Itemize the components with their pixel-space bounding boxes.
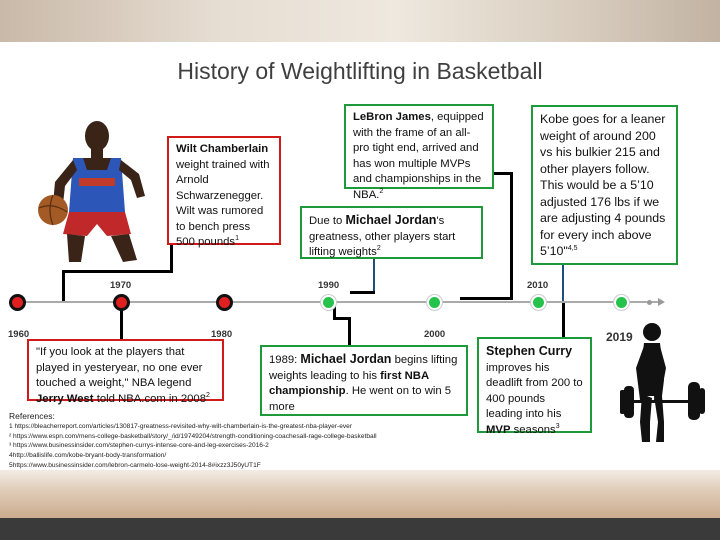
wilt-connector-vertical	[170, 245, 173, 272]
jordan-1989-text1: begins lifting weights leading to his	[269, 354, 458, 382]
west-source: told NBA.com in 2008	[96, 392, 206, 405]
lebron-text: , equipped with the frame of an all-pro tight end, arrived and has won multiple MVPs and championships in the NBA.	[353, 111, 484, 201]
jordan-due-name: Michael Jordan	[345, 213, 437, 227]
kobe-bryant-box	[531, 105, 678, 265]
year-label: 1980	[211, 329, 233, 340]
curry-text2: seasons	[513, 423, 556, 436]
lebron-connector-v	[510, 172, 513, 300]
curry-text1: improves his deadlift from 200 to 400 pounds leading into his	[486, 361, 583, 421]
reference-item: 4http://ballislife.com/kobe-bryant-body-transformation/	[9, 451, 167, 459]
jordan-1989-name: Michael Jordan	[300, 352, 392, 366]
kobe-connector	[562, 265, 564, 301]
page-title: History of Weightlifting in Basketball	[177, 58, 543, 84]
jordan-due-ref: 2	[376, 245, 381, 253]
timeline-marker	[216, 294, 233, 311]
timeline-marker	[113, 294, 130, 311]
curry-connector	[562, 303, 565, 337]
year-label: 2010	[527, 280, 549, 291]
wilt-chamberlain-photo	[33, 112, 160, 267]
year-label: 2000	[424, 329, 446, 340]
jordan-due-text2: 's greatness, other players start lifting weights	[309, 215, 456, 259]
kobe-text: Kobe goes for a leaner weight of around 200 vs his bulkier 215 and other players follow. This would be a 5’10 adjusted 176 lbs if we are adjusting 4 pounds for every inch above 5’10"	[540, 112, 666, 258]
curry-mvp: MVP	[486, 423, 511, 436]
background-bottom-bar	[0, 518, 720, 540]
timeline-marker	[321, 295, 336, 310]
references-heading: References:	[9, 411, 55, 421]
wilt-connector-horizontal	[62, 270, 173, 273]
reference-item: ³ https://www.businessinsider.com/stephen-currys-intense-core-and-leg-exercises-2016-2	[9, 442, 269, 450]
jordan-1989-box	[260, 345, 468, 416]
wilt-connector-down	[62, 270, 65, 302]
year-label: 1990	[318, 280, 340, 291]
timeline-marker	[427, 295, 442, 310]
background-bottom-band	[0, 470, 720, 520]
timeline-marker	[531, 295, 546, 310]
references	[9, 410, 377, 470]
jordan-greatness-box	[300, 206, 483, 259]
jordan-due-text1: Due to	[309, 215, 343, 227]
jordan-1989-prefix: 1989:	[269, 354, 298, 366]
timeline-marker	[614, 295, 629, 310]
stephen-curry-box	[477, 337, 592, 436]
wilt-text: weight trained with Arnold Schwarzenegger. Wilt was rumored to bench press 500 pounds	[176, 158, 270, 249]
weightlifter-icon	[620, 318, 710, 453]
wilt-name: Wilt Chamberlain	[176, 143, 269, 155]
jerry-west-box	[27, 339, 224, 405]
jordan-1989-connector-c	[348, 317, 351, 345]
reference-item: 1 https://bleacherreport.com/articles/130817-greatness-revisited-why-wilt-chamberlain-is-the-greatest-nba-player-ever	[9, 423, 353, 431]
jordan-1989-championship: first NBA championship	[269, 369, 429, 398]
year-label: 2019	[606, 330, 633, 344]
reference-item: 5https://www.businessinsider.com/lebron-carmelo-lose-weight-2014-8#ixzz3J50yUT1F	[9, 461, 261, 469]
timeline-marker	[647, 300, 652, 305]
kobe-ref: 4,5	[567, 244, 578, 252]
lebron-james-box	[344, 104, 494, 201]
timeline-marker	[9, 294, 26, 311]
jordan-1989-text2: . He went on to win 5 more	[269, 385, 452, 413]
year-label: 1970	[110, 280, 132, 291]
jordan-due-connector	[373, 259, 375, 293]
timeline-arrow-icon	[658, 298, 665, 306]
curry-ref: 3	[555, 423, 560, 431]
background-top-band	[0, 0, 720, 42]
curry-name: Stephen Curry	[486, 344, 573, 358]
jordan-due-connector-h	[350, 291, 375, 294]
wilt-chamberlain-box	[167, 136, 281, 249]
west-quote: "If you look at the players that played in yesteryear, no one ever touched a weight," NBA legend	[36, 346, 203, 390]
lebron-connector-bottom	[460, 297, 513, 300]
lebron-ref: 2	[379, 188, 384, 196]
year-label: 1960	[8, 329, 30, 340]
west-ref: 2	[205, 391, 210, 399]
lebron-name: LeBron James	[353, 111, 431, 123]
wilt-ref: 1	[235, 235, 239, 243]
reference-item: ² https://www.espn.com/mens-college-basketball/story/_/id/19749204/strength-conditioning-coachesall-rage-college-basketball	[9, 432, 377, 440]
west-name: Jerry West	[36, 392, 94, 405]
